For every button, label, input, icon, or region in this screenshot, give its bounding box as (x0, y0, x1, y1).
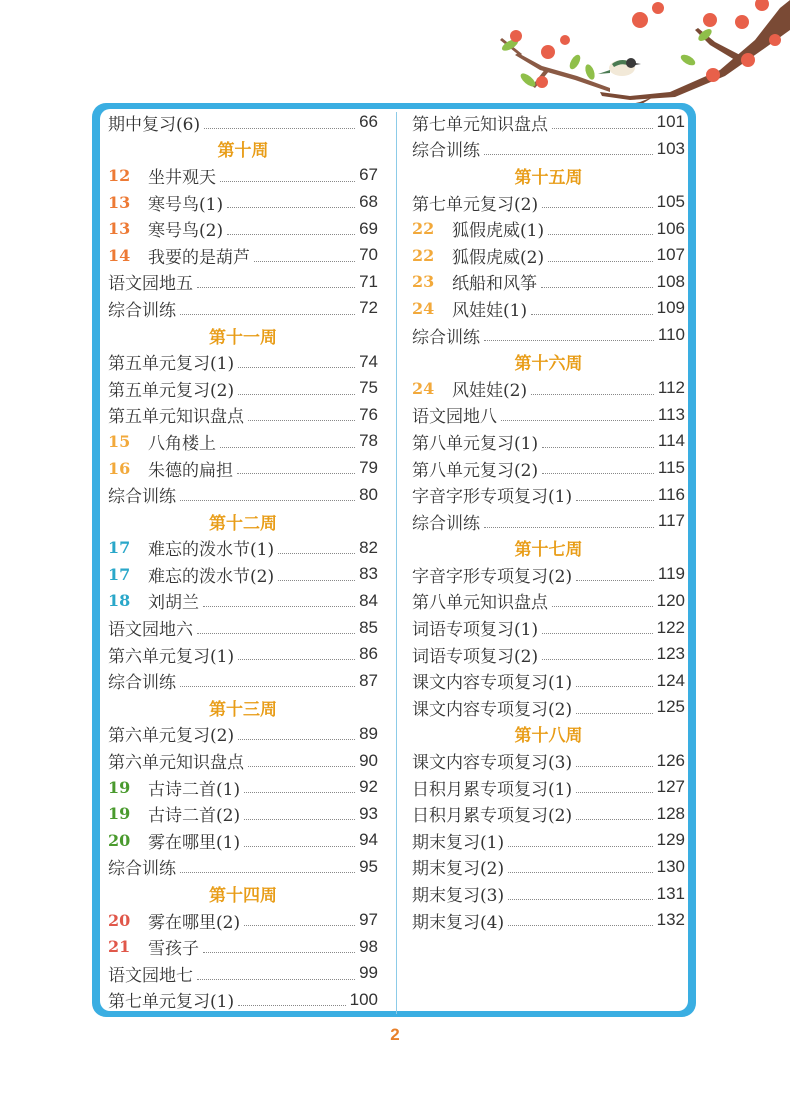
toc-entry[interactable] (108, 455, 378, 482)
dot-leader (204, 128, 355, 129)
lesson-number: 22 (412, 219, 435, 239)
entry-title: 综合训练 (108, 487, 176, 508)
entry-title: 风娃娃(1) (452, 300, 528, 321)
dot-leader (197, 633, 355, 634)
dot-leader (542, 207, 653, 208)
toc-entry[interactable] (412, 641, 685, 668)
entry-page-number: 110 (657, 325, 685, 345)
toc-entry[interactable] (412, 269, 685, 296)
dot-leader (248, 766, 355, 767)
entry-page-number: 75 (359, 378, 378, 398)
entry-title: 综合训练 (108, 300, 176, 321)
toc-entry[interactable] (108, 162, 378, 189)
dot-leader (501, 420, 654, 421)
week-heading: 第十周 (217, 141, 269, 162)
dot-leader (278, 580, 355, 581)
entry-page-number: 103 (656, 138, 685, 158)
toc-entry[interactable] (412, 215, 685, 242)
entry-title: 课文内容专项复习(2) (412, 699, 573, 720)
entry-title: 第八单元复习(1) (412, 433, 539, 454)
entry-page-number: 130 (656, 856, 685, 876)
entry-title: 词语专项复习(2) (412, 646, 539, 667)
toc-entry[interactable] (108, 242, 378, 269)
toc-entry[interactable] (108, 375, 378, 402)
entry-page-number: 68 (359, 192, 378, 212)
dot-leader (180, 872, 355, 873)
entry-title: 雾在哪里(2) (148, 912, 241, 933)
toc-entry[interactable] (108, 189, 378, 216)
entry-title: 字音字形专项复习(1) (412, 487, 573, 508)
entry-title: 综合训练 (108, 673, 176, 694)
dot-leader (238, 394, 355, 395)
dot-leader (220, 181, 355, 182)
dot-leader (203, 606, 355, 607)
week-heading: 第十四周 (209, 886, 277, 907)
dot-leader (576, 580, 654, 581)
entry-title: 期末复习(4) (412, 912, 505, 933)
dot-leader (576, 792, 653, 793)
entry-title: 课文内容专项复习(1) (412, 673, 573, 694)
dot-leader (576, 686, 653, 687)
entry-page-number: 83 (359, 564, 378, 584)
dot-leader (541, 287, 653, 288)
toc-entry[interactable] (108, 614, 378, 641)
dot-leader (237, 473, 355, 474)
toc-entry[interactable] (412, 455, 685, 482)
toc-entry[interactable] (412, 561, 685, 588)
lesson-number: 15 (108, 431, 131, 451)
entry-page-number: 98 (359, 936, 378, 956)
entry-page-number: 132 (656, 910, 685, 930)
dot-leader (203, 952, 355, 953)
dot-leader (542, 447, 654, 448)
toc-entry[interactable] (108, 481, 378, 508)
toc-entry[interactable] (412, 136, 685, 163)
entry-title: 课文内容专项复习(3) (412, 753, 573, 774)
entry-page-number: 80 (359, 484, 378, 504)
dot-leader (244, 925, 355, 926)
entry-page-number: 66 (359, 112, 378, 132)
dot-leader (238, 659, 355, 660)
toc-entry[interactable] (108, 588, 378, 615)
dot-leader (227, 234, 355, 235)
entry-page-number: 113 (657, 404, 685, 424)
week-heading: 第十六周 (514, 354, 583, 375)
week-heading: 第十五周 (514, 167, 583, 188)
entry-title: 八角楼上 (148, 433, 216, 454)
dot-leader (244, 792, 355, 793)
dot-leader (576, 713, 653, 714)
week-heading: 第十八周 (514, 726, 583, 747)
dot-leader (508, 846, 653, 847)
entry-title: 第六单元复习(2) (108, 726, 235, 747)
entry-page-number: 128 (656, 803, 685, 823)
toc-entry[interactable] (108, 800, 378, 827)
entry-title: 日积月累专项复习(1) (412, 779, 573, 800)
entry-title: 风娃娃(2) (452, 380, 528, 401)
toc-entry[interactable] (108, 827, 378, 854)
dot-leader (531, 394, 654, 395)
entry-page-number: 124 (656, 670, 685, 690)
entry-page-number: 116 (657, 484, 685, 504)
entry-title: 雪孩子 (148, 939, 199, 960)
entry-page-number: 127 (656, 777, 685, 797)
week-heading: 第十一周 (209, 327, 277, 348)
entry-page-number: 112 (657, 378, 685, 398)
plum-blossom-branch-with-bird-icon (480, 0, 790, 110)
lesson-number: 17 (108, 564, 131, 584)
toc-entry[interactable] (412, 322, 685, 349)
entry-page-number: 92 (359, 777, 378, 797)
bird-icon (598, 58, 641, 76)
entry-title: 坐井观天 (148, 167, 216, 188)
toc-entry[interactable] (108, 667, 378, 694)
entry-page-number: 84 (359, 590, 378, 610)
toc-entry[interactable] (108, 933, 378, 960)
entry-page-number: 85 (359, 617, 378, 637)
entry-page-number: 70 (359, 245, 378, 265)
entry-page-number: 78 (359, 431, 378, 451)
entry-title: 综合训练 (412, 513, 480, 534)
toc-entry[interactable] (412, 428, 685, 455)
entry-page-number: 126 (656, 750, 685, 770)
entry-page-number: 74 (359, 351, 378, 371)
entry-title: 古诗二首(1) (148, 779, 241, 800)
entry-title: 期末复习(3) (412, 886, 505, 907)
lesson-number: 12 (108, 165, 131, 185)
toc-entry[interactable] (108, 907, 378, 934)
entry-title: 寒号鸟(2) (148, 221, 224, 242)
toc-entry[interactable] (108, 721, 378, 748)
toc-entry[interactable] (108, 641, 378, 668)
dot-leader (484, 154, 653, 155)
entry-page-number: 108 (656, 271, 685, 291)
entry-title: 语文园地七 (108, 965, 193, 986)
entry-page-number: 69 (359, 218, 378, 238)
entry-title: 刘胡兰 (148, 593, 199, 614)
toc-entry[interactable] (412, 109, 685, 136)
dot-leader (248, 420, 355, 421)
toc-entry[interactable] (412, 295, 685, 322)
entry-title: 纸船和风筝 (452, 274, 537, 295)
entry-page-number: 90 (359, 750, 378, 770)
toc-entry[interactable] (412, 242, 685, 269)
toc-entry[interactable] (108, 109, 378, 136)
lesson-number: 21 (108, 937, 131, 957)
week-heading: 第十二周 (209, 513, 277, 534)
toc-entry[interactable] (412, 800, 685, 827)
entry-title: 第八单元复习(2) (412, 460, 539, 481)
entry-title: 狐假虎威(1) (452, 221, 545, 242)
entry-title: 综合训练 (412, 327, 480, 348)
toc-entry[interactable] (108, 987, 378, 1014)
dot-leader (508, 925, 653, 926)
entry-page-number: 97 (359, 910, 378, 930)
dot-leader (552, 128, 653, 129)
dot-leader (238, 739, 355, 740)
dot-leader (484, 527, 654, 528)
dot-leader (180, 686, 355, 687)
entry-page-number: 94 (359, 830, 378, 850)
entry-title: 寒号鸟(1) (148, 194, 224, 215)
entry-title: 第六单元复习(1) (108, 646, 235, 667)
dot-leader (278, 553, 355, 554)
toc-entry[interactable] (412, 747, 685, 774)
toc-entry[interactable] (108, 960, 378, 987)
lesson-number: 16 (108, 458, 131, 478)
blossoms (510, 0, 781, 88)
toc-entry[interactable] (412, 614, 685, 641)
entry-title: 第五单元知识盘点 (108, 407, 244, 428)
toc-entry[interactable] (412, 667, 685, 694)
dot-leader (576, 819, 653, 820)
toc-entry[interactable] (108, 269, 378, 296)
entry-page-number: 107 (656, 245, 685, 265)
lesson-number: 13 (108, 219, 131, 239)
entry-title: 我要的是葫芦 (148, 247, 250, 268)
entry-page-number: 106 (656, 218, 685, 238)
dot-leader (552, 606, 653, 607)
entry-title: 日积月累专项复习(2) (412, 806, 573, 827)
dot-leader (484, 340, 654, 341)
dot-leader (542, 633, 653, 634)
entry-page-number: 89 (359, 723, 378, 743)
entry-page-number: 120 (656, 590, 685, 610)
entry-title: 综合训练 (108, 859, 176, 880)
toc-entry[interactable] (108, 428, 378, 455)
dot-leader (254, 261, 355, 262)
dot-leader (508, 872, 653, 873)
dot-leader (508, 899, 653, 900)
entry-title: 综合训练 (412, 141, 480, 162)
entry-title: 期中复习(6) (108, 114, 201, 135)
lesson-number: 17 (108, 538, 131, 558)
entry-page-number: 115 (657, 458, 685, 478)
entry-title: 古诗二首(2) (148, 806, 241, 827)
lesson-number: 18 (108, 591, 131, 611)
toc-entry[interactable] (412, 481, 685, 508)
dot-leader (542, 659, 653, 660)
lesson-number: 19 (108, 777, 131, 797)
toc-entry[interactable] (108, 402, 378, 429)
entry-title: 语文园地八 (412, 407, 497, 428)
entry-page-number: 129 (656, 830, 685, 850)
entry-page-number: 67 (359, 165, 378, 185)
entry-page-number: 119 (657, 564, 685, 584)
entry-title: 难忘的泼水节(2) (148, 566, 275, 587)
week-heading: 第十三周 (209, 699, 277, 720)
entry-page-number: 72 (359, 298, 378, 318)
toc-entry[interactable] (108, 215, 378, 242)
dot-leader (542, 473, 654, 474)
entry-title: 狐假虎威(2) (452, 247, 545, 268)
toc-entry[interactable] (412, 694, 685, 721)
toc-entry[interactable] (412, 827, 685, 854)
entry-title: 第七单元复习(2) (412, 194, 539, 215)
entry-page-number: 79 (359, 458, 378, 478)
toc-left-column (108, 109, 378, 1013)
leaves (500, 27, 713, 89)
entry-page-number: 117 (657, 511, 685, 531)
lesson-number: 23 (412, 272, 435, 292)
toc-entry[interactable] (108, 535, 378, 562)
toc-entry[interactable] (412, 774, 685, 801)
entry-page-number: 131 (656, 883, 685, 903)
dot-leader (220, 447, 355, 448)
entry-title: 雾在哪里(1) (148, 832, 241, 853)
entry-title: 第七单元知识盘点 (412, 114, 548, 135)
toc-entry[interactable] (412, 880, 685, 907)
week-heading: 第十七周 (514, 540, 583, 561)
toc-entry[interactable] (412, 508, 685, 535)
toc-entry[interactable] (412, 907, 685, 934)
dot-leader (238, 367, 355, 368)
entry-page-number: 87 (359, 670, 378, 690)
dot-leader (227, 207, 355, 208)
entry-title: 朱德的扁担 (148, 460, 233, 481)
lesson-number: 24 (412, 378, 435, 398)
dot-leader (244, 819, 355, 820)
entry-page-number: 101 (656, 112, 685, 132)
entry-page-number: 93 (359, 803, 378, 823)
entry-page-number: 105 (656, 192, 685, 212)
entry-page-number: 100 (349, 989, 378, 1009)
dot-leader (197, 287, 355, 288)
lesson-number: 19 (108, 804, 131, 824)
entry-title: 字音字形专项复习(2) (412, 566, 573, 587)
dot-leader (197, 979, 355, 980)
dot-leader (238, 1005, 346, 1006)
entry-title: 难忘的泼水节(1) (148, 540, 275, 561)
lesson-number: 14 (108, 245, 131, 265)
toc-entry[interactable] (108, 348, 378, 375)
entry-page-number: 114 (657, 431, 685, 451)
entry-title: 第七单元复习(1) (108, 992, 235, 1013)
entry-page-number: 123 (656, 644, 685, 664)
entry-page-number: 82 (359, 537, 378, 557)
entry-page-number: 71 (359, 271, 378, 291)
lesson-number: 24 (412, 298, 435, 318)
entry-title: 语文园地五 (108, 274, 193, 295)
column-divider (396, 112, 397, 1014)
entry-page-number: 86 (359, 644, 378, 664)
toc-right-column (412, 109, 685, 933)
toc-entry[interactable] (412, 854, 685, 881)
lesson-number: 20 (108, 830, 131, 850)
entry-title: 期末复习(2) (412, 859, 505, 880)
lesson-number: 13 (108, 192, 131, 212)
dot-leader (576, 500, 654, 501)
dot-leader (576, 766, 653, 767)
dot-leader (548, 261, 653, 262)
toc-entry[interactable] (108, 747, 378, 774)
toc-entry[interactable] (412, 189, 685, 216)
dot-leader (180, 500, 355, 501)
toc-entry[interactable] (108, 854, 378, 881)
entry-page-number: 125 (656, 697, 685, 717)
lesson-number: 22 (412, 245, 435, 265)
entry-title: 第六单元知识盘点 (108, 753, 244, 774)
entry-page-number: 99 (359, 963, 378, 983)
toc-entry[interactable] (108, 295, 378, 322)
entry-page-number: 76 (359, 404, 378, 424)
entry-page-number: 122 (656, 617, 685, 637)
entry-title: 词语专项复习(1) (412, 620, 539, 641)
dot-leader (531, 314, 653, 315)
page-number: 2 (390, 1025, 400, 1044)
toc-entry[interactable] (412, 588, 685, 615)
dot-leader (244, 846, 355, 847)
toc-entry[interactable] (108, 774, 378, 801)
entry-page-number: 95 (359, 856, 378, 876)
entry-title: 语文园地六 (108, 620, 193, 641)
entry-page-number: 109 (656, 298, 685, 318)
entry-title: 第八单元知识盘点 (412, 593, 548, 614)
entry-title: 期末复习(1) (412, 832, 505, 853)
entry-title: 第五单元复习(2) (108, 380, 235, 401)
toc-entry[interactable] (412, 375, 685, 402)
dot-leader (180, 314, 355, 315)
lesson-number: 20 (108, 910, 131, 930)
entry-title: 第五单元复习(1) (108, 354, 235, 375)
toc-entry[interactable] (412, 402, 685, 429)
toc-entry[interactable] (108, 561, 378, 588)
dot-leader (548, 234, 653, 235)
